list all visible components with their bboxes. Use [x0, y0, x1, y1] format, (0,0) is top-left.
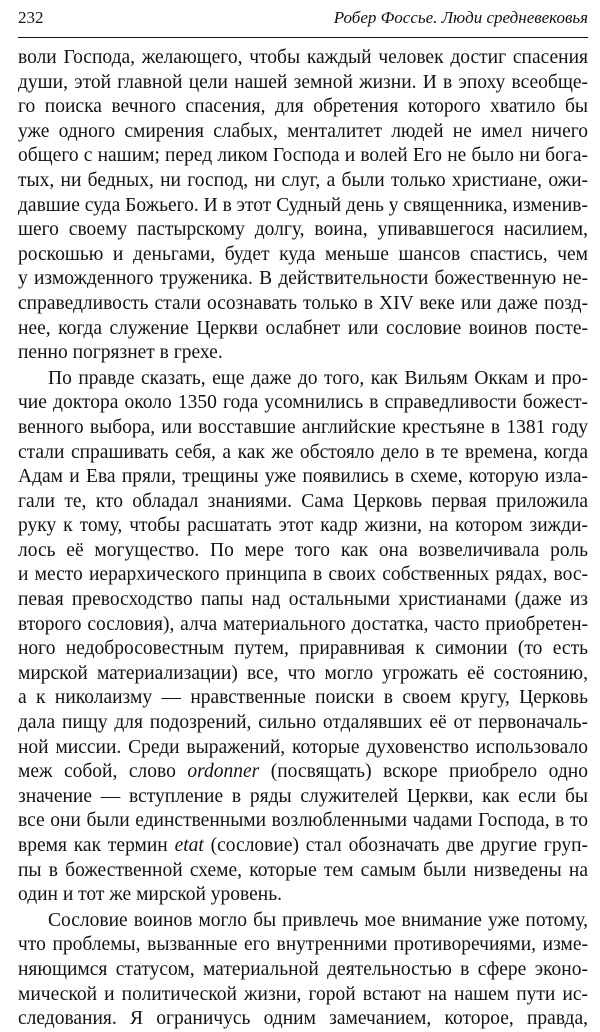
text-line: стали спрашивать себя, а как же обстояло дело в те времена, когда	[18, 441, 588, 463]
page-number: 232	[18, 8, 44, 27]
text-line: что проблемы, вызванные его внутренними противоречиями, изме-	[18, 934, 588, 956]
text-line-ordonner	[18, 760, 588, 785]
body-text	[18, 46, 588, 1032]
text-line: ного недобросовестным путем, приравнивая к симонии (то есть	[18, 638, 588, 660]
text-line: певая превосходство папы над остальными христианами (даже из	[18, 589, 588, 611]
text-line: чие доктора около 1350 года усомнились в справедливости божест-	[18, 392, 588, 414]
text-line: один и тот же мирской уровень.	[18, 884, 282, 906]
text-line: дала пищу для подозрений, сильно отдалявших её от первоначаль-	[18, 712, 588, 734]
text-line-continued	[18, 859, 588, 884]
text-line: роскошью и деньгами, будет куда меньше шансов спастись, чем	[18, 243, 588, 265]
text-line: тых, ни бедных, ни господ, ни слуг, а были только христиане, ожи-	[18, 169, 588, 191]
text-line-etat	[18, 834, 588, 859]
running-head	[18, 4, 588, 32]
text-line: уже одного смирения слабых, менталитет людей не имел ничего	[18, 120, 588, 142]
text-run: (посвящать) вскоре приобрело одно	[259, 761, 588, 783]
text-line: гали те, кто обладал знаниями. Сама Церковь первая приложила	[18, 490, 588, 512]
text-line: Сословие воинов могло бы привлечь мое внимание уже потому,	[48, 909, 588, 931]
text-line: второго сословия), алча материального достатка, часто приобретен-	[18, 613, 588, 635]
text-line: души, этой главной цели нашей земной жизни. И в эпоху всеобще-	[18, 71, 588, 93]
italic-term-etat: etat	[174, 835, 204, 856]
text-run: меж собой, слово	[18, 761, 188, 783]
text-line: мической и политической жизни, горой встают на нашем пути ис-	[18, 983, 588, 1005]
text-line: следования. Я ограничусь одним замечанием, которое, правда,	[18, 1008, 588, 1030]
text-line: мирской материализации) все, что могло угрожать её состоянию,	[18, 662, 588, 684]
paragraph-3	[18, 909, 588, 1032]
text-line: нее, когда служение Церкви ослабнет или сословие воинов посте-	[18, 317, 588, 339]
text-line: го поиска вечного спасения, для обретения которого хватило бы	[18, 96, 588, 118]
text-line: и место иерархического принципа в своих собственных рядах, вос-	[18, 564, 588, 586]
text-run: в божественной схеме, которые тем самым были низведены на	[48, 859, 588, 881]
text-line: венного выбора, или восставшие английские крестьяне в 1381 году	[18, 416, 588, 438]
paragraph-2	[18, 367, 588, 908]
italic-term-ordonner: ordonner	[187, 761, 260, 783]
text-line: воли Господа, желающего, чтобы каждый человек достиг спасения	[18, 47, 588, 68]
text-line: шего своему пастырскому долгу, воина, упивавшегося насилием,	[18, 219, 588, 241]
text-run: (сословие) стал обозначать две другие груп-	[203, 835, 588, 856]
text-line: Адам и Ева пряли, трещины уже появились в схеме, которую изла-	[18, 466, 588, 488]
text-line: у изможденного труженика. В действительности божественную не-	[18, 268, 588, 290]
text-line: общего с нашим; перед ликом Господа и волей Его не было ни бога-	[18, 145, 588, 167]
text-run: пы	[18, 859, 42, 881]
running-title: Робер Фоссье. Люди средневековья	[333, 8, 588, 27]
text-line: По правде сказать, еще даже до того, как Вильям Оккам и про-	[48, 367, 588, 389]
text-line: ной миссии. Среди выражений, которые духовенство использовало	[18, 736, 588, 758]
text-line: няющимся статусом, материальной деятельностью в сфере эконо-	[18, 958, 588, 980]
text-line: руку к тому, чтобы расшатать этот кадр жизни, на котором зижди-	[18, 515, 588, 537]
text-line: пенно погрязнет в грехе.	[18, 342, 223, 364]
text-line: лось её могущество. По мере того как она возвеличивала роль	[18, 539, 588, 561]
text-line: все они были единственными возлюбленными чадами Господа, в то	[18, 810, 588, 832]
header-rule	[18, 37, 588, 38]
text-line: справедливость стали осознавать только в XIV веке или даже позд-	[18, 292, 588, 314]
text-run: время как термин	[18, 835, 175, 856]
paragraph-1	[18, 46, 588, 366]
text-line: давшие суда Божьего. И в этот Судный день у священника, изменив-	[18, 194, 588, 216]
text-line: значение — вступление в ряды служителей Церкви, как если бы	[18, 785, 588, 807]
text-line: а к николаизму — нравственные поиски в своем кругу, Церковь	[18, 687, 588, 709]
